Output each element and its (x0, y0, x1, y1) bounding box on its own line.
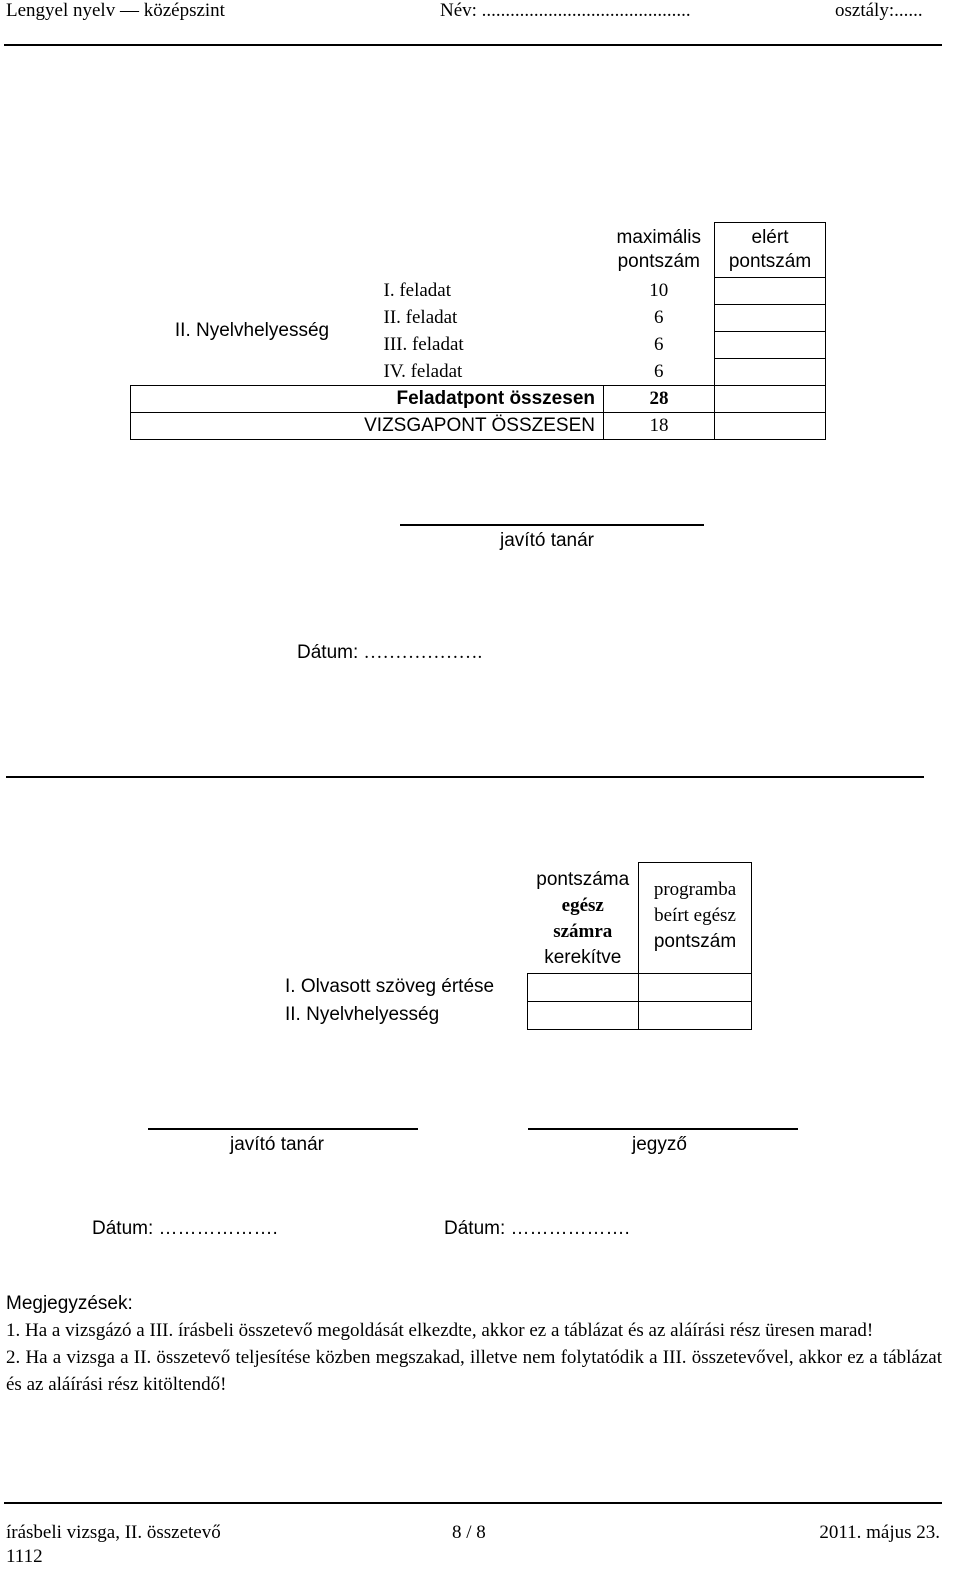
task-achieved-cell[interactable] (715, 359, 826, 386)
date-dots: ………………. (363, 642, 483, 663)
score-table (130, 222, 826, 440)
total-label: VIZSGAPONT ÖSSZESEN (131, 413, 604, 440)
corrector-label: javító tanár (230, 1134, 324, 1155)
header-class-field: osztály:...... (835, 0, 923, 21)
task-max: 6 (654, 360, 664, 382)
registrar-label: jegyző (632, 1134, 687, 1155)
subtotal-max: 28 (604, 386, 715, 413)
task-achieved-cell[interactable] (715, 278, 826, 305)
entered-score-cell[interactable] (639, 973, 752, 1001)
section-divider (6, 776, 924, 778)
note-item: 2. Ha a vizsga a II. összetevő teljesítése közben megszakad, illetve nem folytatódik a III. összetevővel, akkor ez a táblázat és az aláírási rész kitöltendő! (6, 1347, 942, 1395)
task-label: I. feladat (383, 280, 452, 301)
col-achieved-header: elért pontszám (715, 223, 826, 278)
task-achieved-cell[interactable] (715, 332, 826, 359)
footer-date: 2011. május 23. (819, 1522, 940, 1543)
total-max: 18 (604, 413, 715, 440)
footer-exam-part: írásbeli vizsga, II. összetevő (6, 1522, 221, 1543)
note-item: 1. Ha a vizsgázó a III. írásbeli összetevő megoldását elkezdte, akkor ez a táblázat és az aláírási rész üresen marad! (6, 1320, 874, 1341)
entered-score-cell[interactable] (639, 1001, 752, 1029)
task-label: II. feladat (383, 307, 458, 328)
subtotal-achieved-cell[interactable] (715, 386, 826, 413)
task-max: 6 (654, 307, 664, 328)
task-max: 6 (654, 334, 664, 355)
date-label: Dátum: (297, 642, 359, 663)
signature-line-registrar[interactable] (528, 1128, 798, 1130)
col-max-header: maximális pontszám (616, 227, 701, 272)
section-label: II. Nyelvhelyesség (174, 320, 330, 342)
rounded-score-header: pontszáma egész számra kerekítve (536, 868, 630, 968)
entered-score-header: programba beírt egész pontszám (639, 863, 752, 974)
total-achieved-cell[interactable] (715, 413, 826, 440)
task-label: III. feladat (383, 334, 464, 355)
subtotal-label: Feladatpont összesen (131, 386, 604, 413)
task-achieved-cell[interactable] (715, 305, 826, 332)
signature-line[interactable] (400, 524, 704, 526)
summary-row-label: I. Olvasott szöveg értése (285, 976, 495, 997)
signature-line-corrector[interactable] (148, 1128, 418, 1130)
task-label: IV. feladat (383, 360, 463, 382)
summary-table (285, 862, 752, 1030)
task-max: 10 (649, 280, 669, 301)
registrar-date-field: Dátum: ………………. (444, 1218, 630, 1239)
rounded-score-cell[interactable] (528, 973, 639, 1001)
header-name-field: Név: ............................................ (440, 0, 691, 21)
footer-rule (4, 1502, 942, 1504)
notes-section (6, 1290, 942, 1398)
notes-title: Megjegyzések: (6, 1293, 133, 1314)
date-field (297, 642, 482, 664)
rounded-score-cell[interactable] (528, 1001, 639, 1029)
page-number: 8 / 8 (452, 1522, 486, 1543)
header-subject: Lengyel nyelv — középszint (6, 0, 225, 21)
summary-row-label: II. Nyelvhelyesség (285, 1004, 440, 1025)
corrector-date-field: Dátum: ………………. (92, 1218, 278, 1239)
footer-code: 1112 (6, 1546, 43, 1567)
corrector-label: javító tanár (500, 530, 594, 551)
header-rule (4, 44, 942, 46)
